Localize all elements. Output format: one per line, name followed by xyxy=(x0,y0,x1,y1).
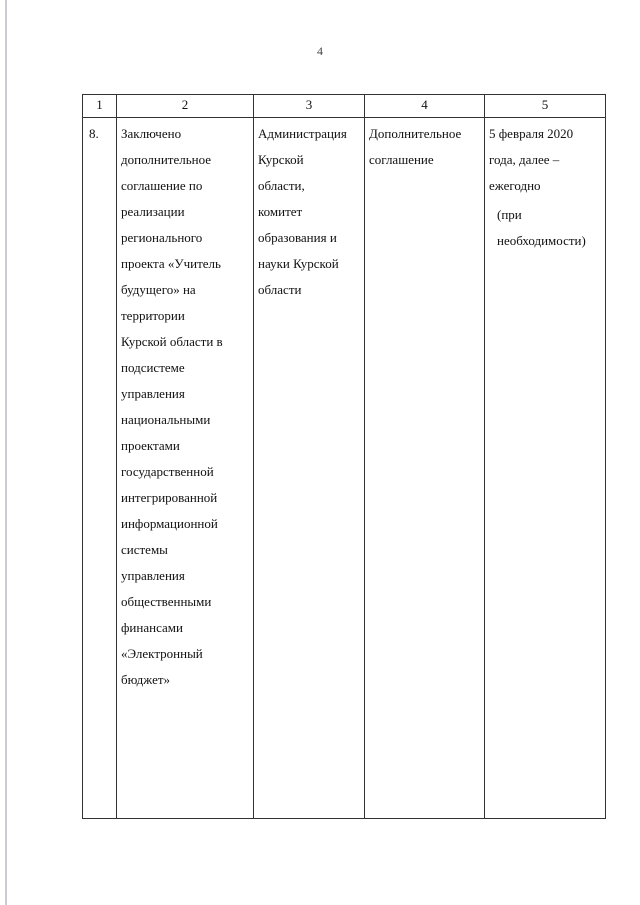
responsible-executors: Администрация Курской области, комитет образования и науки Курской области xyxy=(254,118,365,819)
deadline-cell xyxy=(485,118,606,819)
column-header-3: 3 xyxy=(254,95,365,118)
document-table xyxy=(82,94,606,819)
table-header-row xyxy=(83,95,606,118)
scan-edge xyxy=(5,0,7,905)
column-header-2: 2 xyxy=(117,95,254,118)
deadline-note: (при необходимости) xyxy=(497,207,586,248)
column-header-4: 4 xyxy=(365,95,485,118)
table-row xyxy=(83,118,606,819)
column-header-5: 5 xyxy=(485,95,606,118)
page-number: 4 xyxy=(317,44,323,58)
column-header-1: 1 xyxy=(83,95,117,118)
row-number: 8. xyxy=(83,118,117,819)
deadline-text: 5 февраля 2020 года, далее – ежегодно xyxy=(489,126,574,193)
event-description: Заключено дополнительное соглашение по реализации регионального проекта «Учитель будущего» на территории Курской области в подсистеме управления национальными проектами государственной интегрированной информационной системы управления общественными финансами «Электронный бюджет» xyxy=(117,118,254,819)
result-document: Дополнительное соглашение xyxy=(365,118,485,819)
